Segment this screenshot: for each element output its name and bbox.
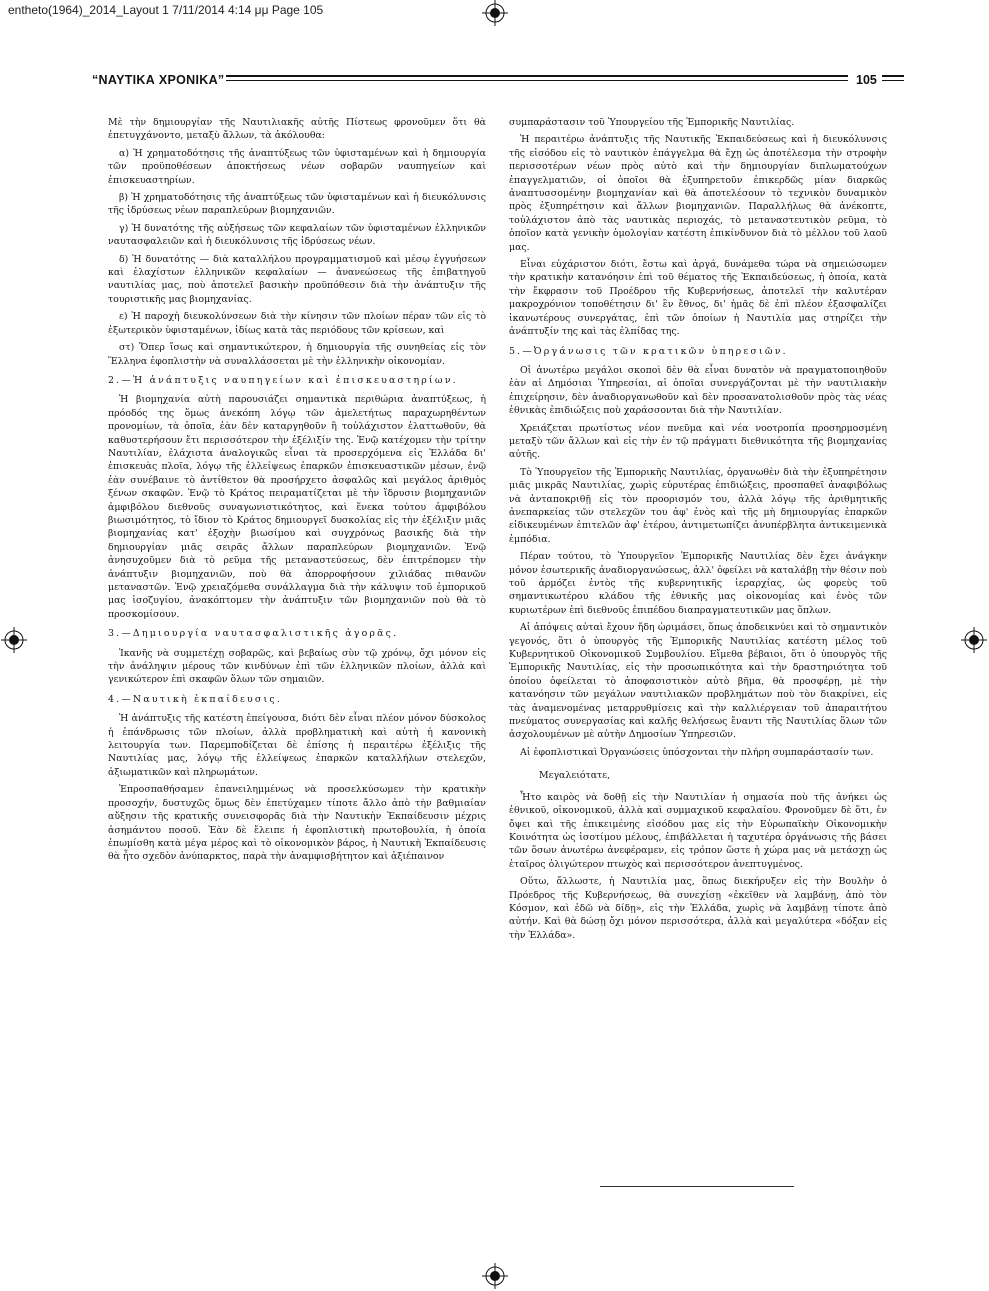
paragraph: ε) Ἡ παροχὴ διευκολύνσεων διὰ τὴν κίνησιν τῶν πλοίων πέραν τῶν εἰς τὸ ἐξωτερικὸν ὑφισταμένων, ἰδίως κατὰ τὰς περιόδους τῶν κρίσεων, καὶ xyxy=(108,311,486,336)
section-heading: 3.—Δημιουργία ναυτασφαλιστικῆς ἀγορᾶς. xyxy=(108,628,399,640)
registration-mark-icon xyxy=(482,0,508,26)
section-heading: 5.—Ὀργάνωσις τῶν κρατικῶν ὑπηρεσιῶν. xyxy=(509,345,788,357)
running-header-title: “ΝΑΥΤΙΚΑ ΧΡΟΝΙΚΑ” xyxy=(92,73,225,87)
paragraph: Ἡ βιομηχανία αὐτὴ παρουσιάζει σημαντικὰ περιθώρια ἀναπτύξεως, ἡ πρόοδός της ὅμως ἀνεκόπη λόγῳ τῶν ἀμελετήτως παραχωρηθέντων προνομίων, τὰ ὁποῖα, ἐὰν δὲν καταργηθοῦν ἢ τοὐλάχιστον ἐλαττωθοῦν, θὰ καθυστερήσουν ἔτι περισσότερον τὴν ἐξέλιξίν της. Ἐνῷ κατέχομεν τὴν τρίτην Ναυτιλίαν, ἐλάχιστα ἀναλογικῶς εἶναι τὰ προσερχόμενα εἰς Ἑλλάδα δι' ἐπισκευὰς πλοῖα, λόγῳ τῆς ἐλλείψεως ἐπαρκῶν ἐπισκευαστικῶν μέσων, ἐνῷ ἐὰν συνέβαινε τὸ ἀντίθετον θὰ προσήρχετο ἀσφαλῶς καὶ μεγάλος ἀριθμὸς ξένων σκαφῶν. Ἐνῷ τὸ Κράτος πειραματίζεται μὲ τὴν ἵδρυσιν βιομηχανιῶν ἀμφιβόλου διεθνοῦς συναγωνιστικότητος, καὶ ἕνεκα τούτου ἀμφιβόλου βιωσιμότητος, τὸ ἴδιον τὸ Κράτος δημιουργεῖ δυσκολίας εἰς τὴν ἐξέλιξιν μιᾶς βιομηχανίας κατ' ἐξοχὴν βιωσίμου καὶ συγχρόνως βασικῆς διὰ τὴν δημιουργίαν μιᾶς σειρᾶς ἄλλων παραπλεύρων βιομηχανιῶν. Ἐνῷ ἀνησυχοῦμεν διὰ τὸ ρεῦμα τῆς μεταναστεύσεως, δὲν ἐπιτρέπομεν τὴν ἀνάπτυξιν βιομηχανιῶν, ποὺ θὰ ἀπορροφήσουν χιλιάδας πιθανῶν μεταναστῶν. Ἐνῷ χρειαζόμεθα συνάλλαγμα διὰ τὴν κάλυψιν τοῦ ἐμπορικοῦ μας ἰσοζυγίου, ἀνακόπτομεν τὴν ἀνάπτυξιν τῶν βιομηχανιῶν ποὺ θὰ τὸ προσκομίσουν. xyxy=(108,394,486,620)
registration-mark-icon xyxy=(482,1263,508,1289)
paragraph: α) Ἡ χρηματοδότησις τῆς ἀναπτύξεως τῶν ὑφισταμένων καὶ ἡ δημιουργία τῶν προϋποθέσεων ἀποκτήσεως νέων σοβαρῶν ναυπηγείων καὶ ἐπισκευαστηρίων. xyxy=(108,147,486,186)
page-number: 105 xyxy=(856,73,877,87)
end-rule xyxy=(600,1186,794,1187)
paragraph: Ἡ περαιτέρω ἀνάπτυξις τῆς Ναυτικῆς Ἐκπαιδεύσεως καὶ ἡ διευκόλυνσις τῆς εἰσόδου εἰς τὸ ναυτικὸν ἐπάγγελμα θὰ ἔχῃ ὡς ἀποτέλεσμα τὴν στροφὴν περισσοτέρων νέων πρὸς αὐτὸ καὶ τὴν δημιουργίαν διπλωματούχων ἐπαγγελματιῶν, οἱ ὁποῖοι θὰ ἐξυπηρετοῦν ἐπικερδῶς μίαν διαρκῶς ἀναπτυσσομένην βιομηχανίαν καὶ θὰ ἀποτελέσουν τὸ τεχνικὸν δυναμικὸν πρὸς ἐξυπηρέτησιν καὶ ἄλλων βιομηχανιῶν. Παραλλήλως θὰ ἀνέκοπτε, τοὐλάχιστον ἀπὸ τὰς ναυτικὰς περιοχάς, τὸ μεταναστευτικὸν ρεῦμα, τὸ ὁποῖον κατὰ γενικὴν ὁμολογίαν κατέστη ἐπικίνδυνον διὰ τὸ μέλλον τοῦ λαοῦ μας. xyxy=(509,134,887,253)
right-text-column xyxy=(509,116,887,946)
print-slug: entheto(1964)_2014_Layout 1 7/11/2014 4:14 μμ Page 105 xyxy=(8,3,324,17)
paragraph: Οὕτω, ἄλλωστε, ἡ Ναυτιλία μας, ὅπως διεκήρυξεν εἰς τὴν Βουλὴν ὁ Πρόεδρος τῆς Κυβερνήσεως, θὰ συνεχίσῃ «ἐκεῖθεν νὰ λαμβάνῃ, ἀπὸ τὸν Κόσμον, καὶ ἐδῶ νὰ δίδῃ», εἰς τὴν Ἑλλάδα, χωρὶς νὰ λαμβάνῃ τίποτε ἀπὸ αὐτήν. Καὶ θὰ δώσῃ ὄχι μόνον περισσότερα, ἀλλὰ καὶ μεγαλύτερα «δόξαν εἰς τὴν Ἑλλάδα». xyxy=(509,876,887,941)
registration-mark-icon xyxy=(1,627,27,653)
paragraph: Εἶναι εὐχάριστον διότι, ἔστω καὶ ἀργά, δυνάμεθα τώρα νὰ σημειώσωμεν τὴν κρατικὴν κατανόησιν ἐπὶ τοῦ θέματος τῆς Ἐκπαιδεύσεως, ἡ ὁποία, κατὰ τὴν ἔκφρασιν τοῦ Προέδρου τῆς Κυβερνήσεως, ἀποτελεῖ τὴν καλυτέραν μακροχρόνιον τοποθέτησιν δι' ἓν ἔθνος, δι' ἡμᾶς δὲ ἐπὶ πλέον ἐξασφαλίζει ἱκανωτέρους συνεργάτας, ἐπὶ τῶν ὁποίων ἡ Ναυτιλία μας στηρίζει τὴν ἀνάπτυξίν της καὶ τὰς ἐλπίδας της. xyxy=(509,259,887,338)
paragraph: Ἡ ἀνάπτυξις τῆς κατέστη ἐπείγουσα, διότι δὲν εἶναι πλέον μόνον δύσκολος ἡ ἐπάνδρωσις τῶν πλοίων, ἀλλὰ προβληματικὴ καὶ αὐτὴ ἡ κανονικὴ λειτουργία των. Παρεμποδίζεται δὲ ἐπίσης ἡ περαιτέρω ἐξέλιξις τῆς Ναυτιλίας μας, λόγῳ τῆς ἐλλείψεως ἐπαρκῶν καταλλήλων στελεχῶν, ἀξιωματικῶν καὶ πληρωμάτων. xyxy=(108,713,486,778)
paragraph: Αἱ ἐφοπλιστικαὶ Ὀργανώσεις ὑπόσχονται τὴν πλήρη συμπαράστασίν των. xyxy=(520,746,874,758)
paragraph: Μὲ τὴν δημιουργίαν τῆς Ναυτιλιακῆς αὐτῆς Πίστεως φρονοῦμεν ὅτι θὰ ἐπετυγχάνοντο, μεταξὺ ἄλλων, τὰ ἀκόλουθα: xyxy=(108,117,486,142)
header-rule-tail xyxy=(882,75,904,84)
paragraph: Ἦτο καιρὸς νὰ δοθῇ εἰς τὴν Ναυτιλίαν ἡ σημασία ποὺ τῆς ἀνήκει ὡς ἐθνικοῦ, οἰκονομικοῦ, ἀλλὰ καὶ συμμαχικοῦ κεφαλαίου. Φρονοῦμεν δὲ ὅτι, ἐν ὄψει καὶ τῆς ἐπικειμένης εἰσόδου μας εἰς τὴν Εὐρωπαϊκὴν Οἰκονομικὴν Κοινότητα ὡς ἰσοτίμου μέλους, ἐπιβάλλεται ἡ ταχυτέρα ὀργάνωσις τῆς βάσει τῶν ὅσων ἀνωτέρω ἀνεφέραμεν, εἰς τρόπον ὥστε ἡ χώρα μας νὰ μετάσχῃ ὡς ἑταῖρος ὀλιγώτερον πτωχὸς καὶ περισσότερον ἀνεπτυγμένος. xyxy=(509,791,887,870)
paragraph: Πέραν τούτου, τὸ Ὑπουργεῖον Ἐμπορικῆς Ναυτιλίας δὲν ἔχει ἀνάγκην μόνον ἐσωτερικῆς ἀναδιοργανώσεως, ἀλλ' ὀφείλει νὰ καταλάβῃ τὴν θέσιν ποὺ τοῦ ἁρμόζει ἐντὸς τῆς κυβερνητικῆς ἱεραρχίας, ὡς φορεὺς τοῦ σημαντικωτέρου κλάδου τῆς ἐθνικῆς μας οἰκονομίας καὶ ἑνὸς τῶν κυριωτέρων ἐπὶ διεθνοῦς ἐπιπέδου διαπραγματευτικῶν μας ὅπλων. xyxy=(509,551,887,616)
paragraph: δ) Ἡ δυνατότης — διὰ καταλλήλου προγραμματισμοῦ καὶ μέσῳ ἐγγυήσεων καὶ ἐλαχίστων ἑλληνικῶν κεφαλαίων — ἀνανεώσεως τῆς ἐπιβατηγοῦ ναυτιλίας μας, ποὺ ἀποτελεῖ βασικὴν προϋπόθεσιν διὰ τὴν ἀνάπτυξιν τῆς τουριστικῆς μας βιομηχανίας. xyxy=(108,253,486,305)
section-heading: 4.—Ναυτικὴ ἐκπαίδευσις. xyxy=(108,693,283,705)
paragraph: Αἱ ἀπόψεις αὐταὶ ἔχουν ἤδη ὡριμάσει, ὅπως ἀποδεικνύει καὶ τὸ σημαντικὸν γεγονός, ὅτι ὁ ὑπουργὸς τῆς Ἐμπορικῆς Ναυτιλίας κατέστη μέλος τοῦ Κυβερνητικοῦ Οἰκονομικοῦ Συμβουλίου. Εἴμεθα βέβαιοι, ὅτι ὁ ὑπουργὸς τῆς Ἐμπορικῆς Ναυτιλίας, εἰς τὴν προσωπικότητα καὶ τὴν δραστηριότητα τοῦ ὁποίου ὀφείλεται τὸ ἀποφασιστικὸν αὐτὸ βῆμα, θὰ προσφέρῃ, μὲ τὴν κατανόησιν τῶν μεγάλων ναυτιλιακῶν προβλημάτων ποὺ τὸν διακρίνει, εἰς τὰς ἀναμενομένας μεταρρυθμίσεις καὶ τὴν καλλιέργειαν τοῦ ἀπαραιτήτου πνεύματος συνεργασίας καὶ καλῆς θελήσεως ἔναντι τῆς Ναυτιλίας ὅλων τῶν ἀσχολουμένων μὲ αὐτὴν Δημοσίων Ὑπηρεσιῶν. xyxy=(509,622,887,741)
paragraph: Ἐπροσπαθήσαμεν ἐπανειλημμένως νὰ προσελκύσωμεν τὴν κρατικὴν προσοχήν, δυστυχῶς ὅμως δὲν ἐπετύχαμεν τίποτε ἄλλο ἀπὸ τὴν βαθμιαίαν αὔξησιν τῆς κρατικῆς συνεισφορᾶς διὰ τὴν Ναυτικὴν Ἐκπαίδευσιν μέχρις ἀσημάντου ποσοῦ. Ἐὰν δὲ ἔλειπε ἡ ἐφοπλιστικὴ πρωτοβουλία, ἡ ὁποία ἐπωμίσθη κατὰ μέγα μέρος καὶ τὸ οἰκονομικὸν βάρος, ἡ Ναυτικὴ Ἐκπαίδευσις θὰ ἦτο σχεδὸν ἀνύπαρκτος, παρὰ τὴν ἀναμφισβήτητον καὶ ἀξιέπαινον xyxy=(108,784,486,863)
paragraph: Τὸ Ὑπουργεῖον τῆς Ἐμπορικῆς Ναυτιλίας, ὀργανωθὲν διὰ τὴν ἐξυπηρέτησιν μιᾶς μικρᾶς Ναυτιλίας, χωρὶς εὐρυτέρας ἐπιδιώξεις, προσπαθεῖ ἀναφιβόλως νὰ ἀνταποκριθῇ εἰς τὸν προορισμόν του, ἀλλὰ λόγῳ τῆς ἀριθμητικῆς ἀνεπαρκείας τῶν στελεχῶν του ἀφ' ἑνὸς καὶ τῆς μὴ δημιουργίας ἐπαρκῶν εἰδικευμένων ἐπιτελῶν ἀφ' ἑτέρου, ἀντιμετωπίζει ἀνυπέρβλητα ἀντικειμενικὰ ἐμπόδια. xyxy=(509,466,887,545)
paragraph: στ) Ὅπερ ἴσως καὶ σημαντικώτερον, ἡ δημιουργία τῆς συνηθείας εἰς τὸν Ἕλληνα ἐφοπλιστὴν νὰ συναλλάσσεται μὲ τὴν ἑλληνικὴν οἰκονομίαν. xyxy=(108,342,486,367)
paragraph: Οἱ ἀνωτέρω μεγάλοι σκοποὶ δὲν θὰ εἶναι δυνατὸν νὰ πραγματοποιηθοῦν ἐὰν αἱ Δημόσιαι Ὑπηρεσίαι, αἱ ὁποῖαι συνεργάζονται μὲ τὴν ναυτιλιακὴν ἐπιχείρησιν, δὲν ἀναδιοργανωθοῦν καὶ δὲν προσανατολισθοῦν πρὸς τὰς νέας ἐθνικὰς ἐπιδιώξεις ποὺ χαράσσονται διὰ τὴν Ναυτιλίαν. xyxy=(509,364,887,417)
paragraph: Χρειάζεται πρωτίστως νέον πνεῦμα καὶ νέα νοοτροπία προσηρμοσμένη μεταξὺ τῶν ἄλλων καὶ εἰς τὴν ἐν τῷ πράγματι διεθνικότητα τῆς βιομηχανίας αὐτῆς. xyxy=(509,422,887,461)
header-rule xyxy=(226,75,848,84)
paragraph: συμπαράστασιν τοῦ Ὑπουργείου τῆς Ἐμπορικῆς Ναυτιλίας. xyxy=(509,117,795,128)
paragraph: β) Ἡ χρηματοδότησις τῆς ἀναπτύξεως τῶν ὑφισταμένων καὶ ἡ διευκόλυνσις τῆς ἱδρύσεως νέων παραπλεύρων βιομηχανιῶν. xyxy=(108,192,486,217)
salutation: Μεγαλειότατε, xyxy=(539,770,611,782)
registration-mark-icon xyxy=(961,627,987,653)
left-text-column xyxy=(108,116,486,868)
paragraph: Ἱκανῆς νὰ συμμετέχῃ σοβαρῶς, καὶ βεβαίως σὺν τῷ χρόνῳ, ὄχι μόνον εἰς τὴν ἀνάληψιν μέρους τῶν κινδύνων ἐπὶ τῶν ἑλληνικῶν πλοίων, ἀλλὰ καὶ γενικώτερον ἐπὶ σκαφῶν ὅλων τῶν σημαιῶν. xyxy=(108,647,486,686)
paragraph: γ) Ἡ δυνατότης τῆς αὐξήσεως τῶν κεφαλαίων τῶν ὑφισταμένων ἑλληνικῶν ναυτασφαλειῶν καὶ ἡ διευκόλυνσις τῆς ἱδρύσεως νέων. xyxy=(108,222,486,248)
section-heading: 2.—Ἡ ἀνάπτυξις ναυπηγείων καὶ ἐπισκευαστηρίων. xyxy=(108,374,458,386)
